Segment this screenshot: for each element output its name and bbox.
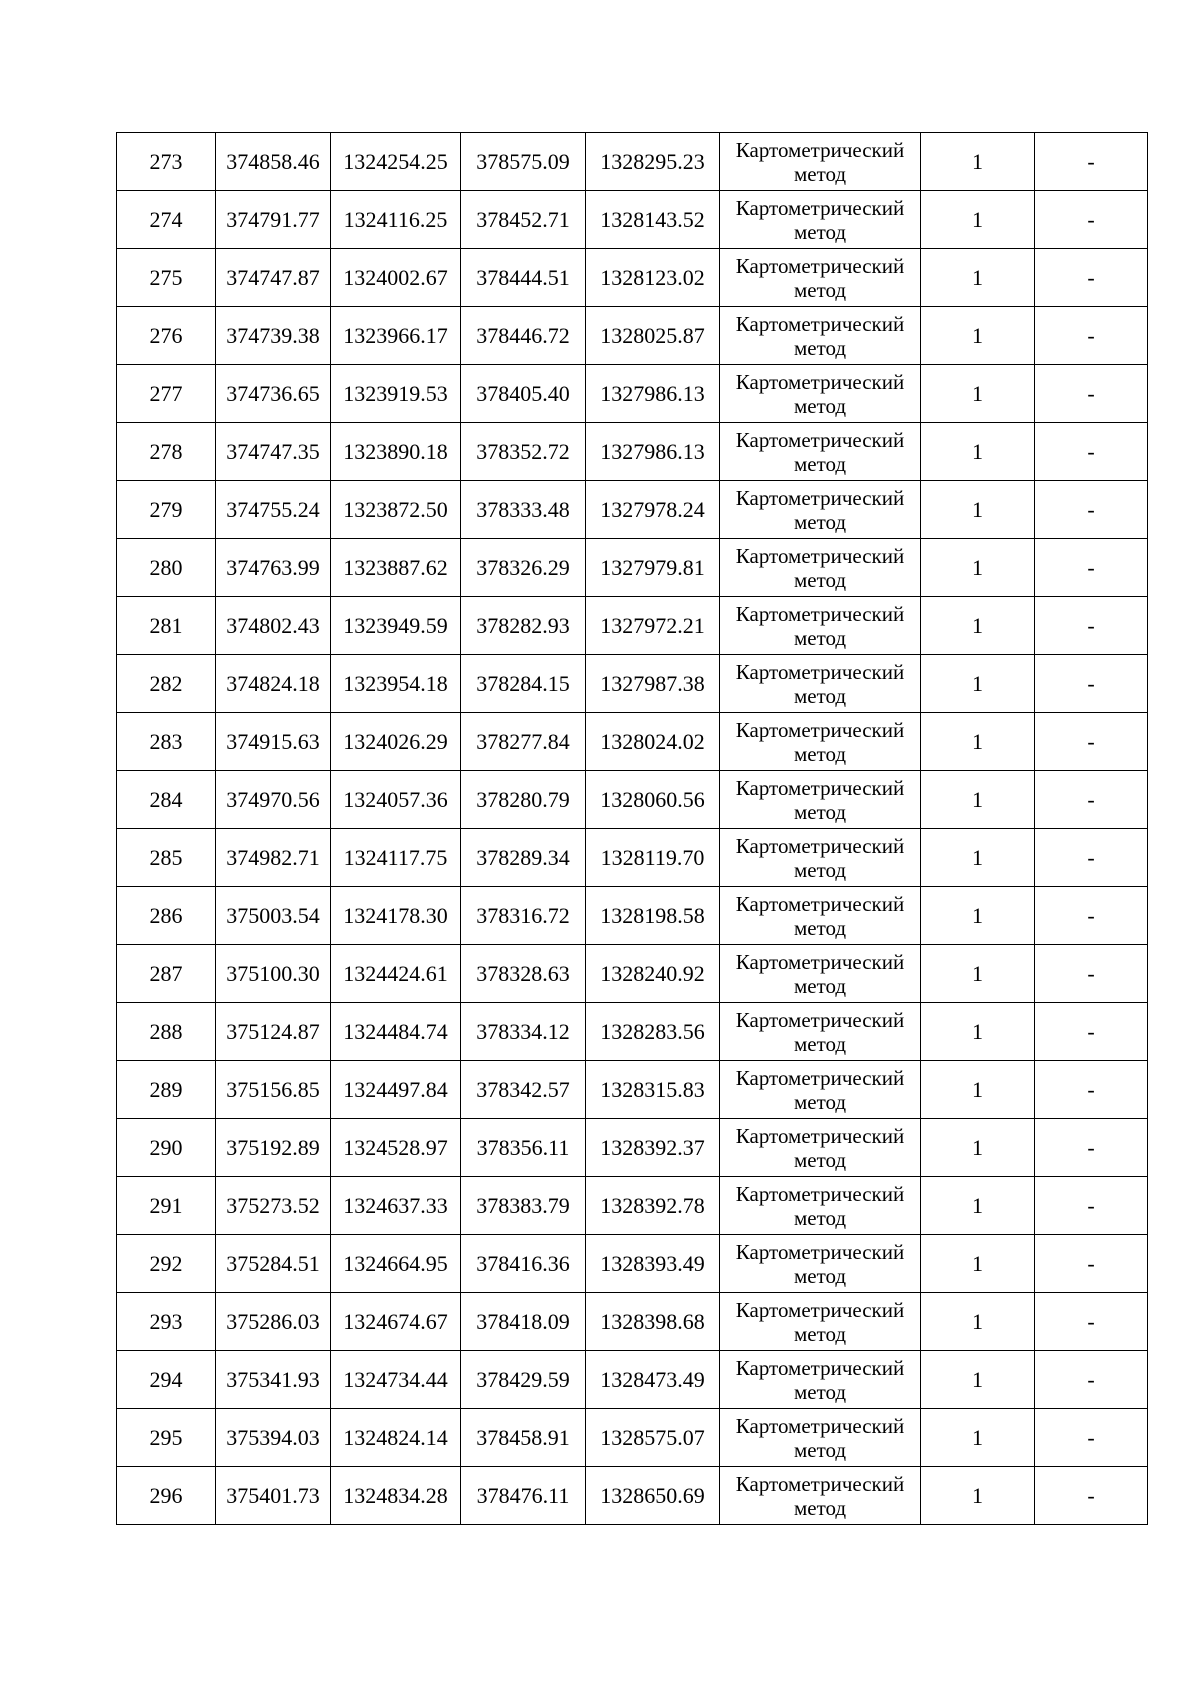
x2-coordinate-cell: 378333.48	[461, 481, 586, 539]
x1-coordinate-cell: 375273.52	[216, 1177, 331, 1235]
table-row	[117, 481, 1148, 539]
y2-coordinate-cell: 1328392.78	[586, 1177, 720, 1235]
table-row	[117, 1177, 1148, 1235]
value-cell: 1	[921, 1119, 1035, 1177]
y2-coordinate-cell: 1328575.07	[586, 1409, 720, 1467]
method-text-line: Картометрический	[735, 775, 905, 800]
method-text-line: Картометрический	[735, 1123, 905, 1148]
method-text-line: метод	[793, 1147, 847, 1172]
table-row	[117, 1003, 1148, 1061]
extra-cell: -	[1035, 307, 1148, 365]
point-number-cell: 285	[117, 829, 216, 887]
point-number-cell: 295	[117, 1409, 216, 1467]
method-text-line: метод	[793, 1263, 847, 1288]
extra-cell: -	[1035, 597, 1148, 655]
method-text-line: Картометрический	[735, 1007, 905, 1032]
table-row	[117, 423, 1148, 481]
point-number-cell: 296	[117, 1467, 216, 1525]
x1-coordinate-cell: 375156.85	[216, 1061, 331, 1119]
point-number-cell: 292	[117, 1235, 216, 1293]
extra-cell: -	[1035, 1177, 1148, 1235]
value-cell: 1	[921, 1177, 1035, 1235]
point-number-cell: 287	[117, 945, 216, 1003]
x2-coordinate-cell: 378277.84	[461, 713, 586, 771]
method-text-line: Картометрический	[735, 601, 905, 626]
value-cell: 1	[921, 365, 1035, 423]
x1-coordinate-cell: 375341.93	[216, 1351, 331, 1409]
point-number-cell: 275	[117, 249, 216, 307]
method-cell	[720, 1061, 921, 1119]
y2-coordinate-cell: 1327972.21	[586, 597, 720, 655]
x2-coordinate-cell: 378405.40	[461, 365, 586, 423]
x2-coordinate-cell: 378383.79	[461, 1177, 586, 1235]
method-text-line: метод	[793, 1321, 847, 1346]
method-cell	[720, 597, 921, 655]
x2-coordinate-cell: 378316.72	[461, 887, 586, 945]
point-number-cell: 274	[117, 191, 216, 249]
x1-coordinate-cell: 374802.43	[216, 597, 331, 655]
point-number-cell: 284	[117, 771, 216, 829]
method-cell	[720, 191, 921, 249]
method-cell	[720, 655, 921, 713]
y2-coordinate-cell: 1328295.23	[586, 133, 720, 191]
x1-coordinate-cell: 375100.30	[216, 945, 331, 1003]
method-cell	[720, 307, 921, 365]
extra-cell: -	[1035, 249, 1148, 307]
y1-coordinate-cell: 1323919.53	[331, 365, 461, 423]
point-number-cell: 278	[117, 423, 216, 481]
y2-coordinate-cell: 1328392.37	[586, 1119, 720, 1177]
method-cell	[720, 1409, 921, 1467]
method-text-line: Картометрический	[735, 427, 905, 452]
x2-coordinate-cell: 378342.57	[461, 1061, 586, 1119]
extra-cell: -	[1035, 1351, 1148, 1409]
value-cell: 1	[921, 829, 1035, 887]
extra-cell: -	[1035, 423, 1148, 481]
method-text-line: метод	[793, 1379, 847, 1404]
method-text-line: Картометрический	[735, 369, 905, 394]
method-cell	[720, 1293, 921, 1351]
method-text-line: Картометрический	[735, 659, 905, 684]
x1-coordinate-cell: 374747.35	[216, 423, 331, 481]
y2-coordinate-cell: 1328240.92	[586, 945, 720, 1003]
value-cell: 1	[921, 249, 1035, 307]
point-number-cell: 280	[117, 539, 216, 597]
y1-coordinate-cell: 1324674.67	[331, 1293, 461, 1351]
y1-coordinate-cell: 1323949.59	[331, 597, 461, 655]
y1-coordinate-cell: 1324002.67	[331, 249, 461, 307]
point-number-cell: 279	[117, 481, 216, 539]
y1-coordinate-cell: 1324528.97	[331, 1119, 461, 1177]
value-cell: 1	[921, 1061, 1035, 1119]
extra-cell: -	[1035, 133, 1148, 191]
method-text-line: метод	[793, 393, 847, 418]
method-cell	[720, 1177, 921, 1235]
x2-coordinate-cell: 378328.63	[461, 945, 586, 1003]
y2-coordinate-cell: 1327978.24	[586, 481, 720, 539]
y1-coordinate-cell: 1324834.28	[331, 1467, 461, 1525]
table-row	[117, 655, 1148, 713]
method-cell	[720, 887, 921, 945]
x1-coordinate-cell: 375192.89	[216, 1119, 331, 1177]
x2-coordinate-cell: 378356.11	[461, 1119, 586, 1177]
y1-coordinate-cell: 1324057.36	[331, 771, 461, 829]
x1-coordinate-cell: 374915.63	[216, 713, 331, 771]
y2-coordinate-cell: 1328198.58	[586, 887, 720, 945]
table-row	[117, 1119, 1148, 1177]
method-text-line: Картометрический	[735, 1181, 905, 1206]
method-cell	[720, 829, 921, 887]
method-text-line: метод	[793, 219, 847, 244]
extra-cell: -	[1035, 365, 1148, 423]
extra-cell: -	[1035, 771, 1148, 829]
method-text-line: Картометрический	[735, 833, 905, 858]
method-cell	[720, 1467, 921, 1525]
method-text-line: метод	[793, 1031, 847, 1056]
value-cell: 1	[921, 945, 1035, 1003]
y1-coordinate-cell: 1324664.95	[331, 1235, 461, 1293]
method-text-line: Картометрический	[735, 891, 905, 916]
method-text-line: метод	[793, 1495, 847, 1520]
extra-cell: -	[1035, 481, 1148, 539]
method-text-line: Картометрический	[735, 485, 905, 510]
value-cell: 1	[921, 1409, 1035, 1467]
x1-coordinate-cell: 375401.73	[216, 1467, 331, 1525]
table-row	[117, 1409, 1148, 1467]
table-row	[117, 887, 1148, 945]
method-cell	[720, 1351, 921, 1409]
y2-coordinate-cell: 1328123.02	[586, 249, 720, 307]
value-cell: 1	[921, 597, 1035, 655]
method-text-line: метод	[793, 277, 847, 302]
y1-coordinate-cell: 1324637.33	[331, 1177, 461, 1235]
extra-cell: -	[1035, 1061, 1148, 1119]
table-row	[117, 771, 1148, 829]
method-cell	[720, 1003, 921, 1061]
value-cell: 1	[921, 771, 1035, 829]
y2-coordinate-cell: 1328473.49	[586, 1351, 720, 1409]
method-cell	[720, 133, 921, 191]
table-row	[117, 249, 1148, 307]
point-number-cell: 291	[117, 1177, 216, 1235]
y1-coordinate-cell: 1324484.74	[331, 1003, 461, 1061]
x1-coordinate-cell: 374747.87	[216, 249, 331, 307]
y2-coordinate-cell: 1328393.49	[586, 1235, 720, 1293]
y1-coordinate-cell: 1324026.29	[331, 713, 461, 771]
extra-cell: -	[1035, 1235, 1148, 1293]
method-text-line: Картометрический	[735, 949, 905, 974]
x1-coordinate-cell: 374739.38	[216, 307, 331, 365]
y2-coordinate-cell: 1327986.13	[586, 365, 720, 423]
extra-cell: -	[1035, 1409, 1148, 1467]
table-row	[117, 1351, 1148, 1409]
x2-coordinate-cell: 378452.71	[461, 191, 586, 249]
point-number-cell: 286	[117, 887, 216, 945]
value-cell: 1	[921, 481, 1035, 539]
y2-coordinate-cell: 1328025.87	[586, 307, 720, 365]
y1-coordinate-cell: 1323872.50	[331, 481, 461, 539]
y2-coordinate-cell: 1327979.81	[586, 539, 720, 597]
value-cell: 1	[921, 1351, 1035, 1409]
method-text-line: метод	[793, 451, 847, 476]
point-number-cell: 293	[117, 1293, 216, 1351]
method-text-line: Картометрический	[735, 717, 905, 742]
method-text-line: метод	[793, 161, 847, 186]
table-row	[117, 713, 1148, 771]
extra-cell: -	[1035, 1003, 1148, 1061]
method-text-line: метод	[793, 567, 847, 592]
table-body	[117, 133, 1148, 1525]
extra-cell: -	[1035, 1467, 1148, 1525]
x2-coordinate-cell: 378444.51	[461, 249, 586, 307]
value-cell: 1	[921, 307, 1035, 365]
method-text-line: метод	[793, 915, 847, 940]
extra-cell: -	[1035, 539, 1148, 597]
method-text-line: Картометрический	[735, 1471, 905, 1496]
y2-coordinate-cell: 1328315.83	[586, 1061, 720, 1119]
method-text-line: Картометрический	[735, 1065, 905, 1090]
value-cell: 1	[921, 655, 1035, 713]
x2-coordinate-cell: 378352.72	[461, 423, 586, 481]
method-text-line: метод	[793, 799, 847, 824]
point-number-cell: 276	[117, 307, 216, 365]
x2-coordinate-cell: 378416.36	[461, 1235, 586, 1293]
y1-coordinate-cell: 1323966.17	[331, 307, 461, 365]
y1-coordinate-cell: 1324254.25	[331, 133, 461, 191]
x2-coordinate-cell: 378458.91	[461, 1409, 586, 1467]
method-text-line: Картометрический	[735, 137, 905, 162]
method-cell	[720, 771, 921, 829]
value-cell: 1	[921, 423, 1035, 481]
x2-coordinate-cell: 378284.15	[461, 655, 586, 713]
x2-coordinate-cell: 378446.72	[461, 307, 586, 365]
y1-coordinate-cell: 1323887.62	[331, 539, 461, 597]
x1-coordinate-cell: 374970.56	[216, 771, 331, 829]
coordinates-table	[116, 132, 1148, 1525]
table-row	[117, 1235, 1148, 1293]
point-number-cell: 294	[117, 1351, 216, 1409]
method-text-line: Картометрический	[735, 543, 905, 568]
value-cell: 1	[921, 1003, 1035, 1061]
y1-coordinate-cell: 1323890.18	[331, 423, 461, 481]
y2-coordinate-cell: 1328398.68	[586, 1293, 720, 1351]
method-cell	[720, 1119, 921, 1177]
table-row	[117, 1467, 1148, 1525]
y1-coordinate-cell: 1324824.14	[331, 1409, 461, 1467]
method-cell	[720, 539, 921, 597]
extra-cell: -	[1035, 829, 1148, 887]
point-number-cell: 289	[117, 1061, 216, 1119]
x1-coordinate-cell: 374982.71	[216, 829, 331, 887]
value-cell: 1	[921, 1235, 1035, 1293]
x1-coordinate-cell: 375124.87	[216, 1003, 331, 1061]
point-number-cell: 273	[117, 133, 216, 191]
method-text-line: Картометрический	[735, 1239, 905, 1264]
x1-coordinate-cell: 375003.54	[216, 887, 331, 945]
extra-cell: -	[1035, 1293, 1148, 1351]
extra-cell: -	[1035, 713, 1148, 771]
y1-coordinate-cell: 1324116.25	[331, 191, 461, 249]
method-cell	[720, 481, 921, 539]
extra-cell: -	[1035, 945, 1148, 1003]
method-cell	[720, 713, 921, 771]
method-text-line: Картометрический	[735, 253, 905, 278]
method-text-line: метод	[793, 1205, 847, 1230]
y1-coordinate-cell: 1324178.30	[331, 887, 461, 945]
method-cell	[720, 423, 921, 481]
extra-cell: -	[1035, 191, 1148, 249]
value-cell: 1	[921, 1467, 1035, 1525]
method-text-line: метод	[793, 857, 847, 882]
table-row	[117, 133, 1148, 191]
method-text-line: метод	[793, 1437, 847, 1462]
value-cell: 1	[921, 191, 1035, 249]
x1-coordinate-cell: 374736.65	[216, 365, 331, 423]
x1-coordinate-cell: 374791.77	[216, 191, 331, 249]
x2-coordinate-cell: 378429.59	[461, 1351, 586, 1409]
point-number-cell: 290	[117, 1119, 216, 1177]
y2-coordinate-cell: 1327986.13	[586, 423, 720, 481]
y1-coordinate-cell: 1324497.84	[331, 1061, 461, 1119]
method-text-line: Картометрический	[735, 1297, 905, 1322]
x2-coordinate-cell: 378289.34	[461, 829, 586, 887]
y1-coordinate-cell: 1323954.18	[331, 655, 461, 713]
value-cell: 1	[921, 887, 1035, 945]
y2-coordinate-cell: 1328060.56	[586, 771, 720, 829]
x1-coordinate-cell: 374824.18	[216, 655, 331, 713]
x1-coordinate-cell: 374763.99	[216, 539, 331, 597]
x1-coordinate-cell: 374858.46	[216, 133, 331, 191]
y1-coordinate-cell: 1324117.75	[331, 829, 461, 887]
point-number-cell: 277	[117, 365, 216, 423]
y2-coordinate-cell: 1328143.52	[586, 191, 720, 249]
table-row	[117, 191, 1148, 249]
extra-cell: -	[1035, 655, 1148, 713]
x2-coordinate-cell: 378282.93	[461, 597, 586, 655]
method-text-line: метод	[793, 973, 847, 998]
extra-cell: -	[1035, 1119, 1148, 1177]
method-text-line: Картометрический	[735, 195, 905, 220]
method-cell	[720, 365, 921, 423]
method-text-line: Картометрический	[735, 1413, 905, 1438]
x2-coordinate-cell: 378418.09	[461, 1293, 586, 1351]
y2-coordinate-cell: 1328283.56	[586, 1003, 720, 1061]
value-cell: 1	[921, 713, 1035, 771]
method-cell	[720, 945, 921, 1003]
y2-coordinate-cell: 1328119.70	[586, 829, 720, 887]
x2-coordinate-cell: 378280.79	[461, 771, 586, 829]
method-text-line: Картометрический	[735, 1355, 905, 1380]
x1-coordinate-cell: 375284.51	[216, 1235, 331, 1293]
x1-coordinate-cell: 375394.03	[216, 1409, 331, 1467]
x2-coordinate-cell: 378476.11	[461, 1467, 586, 1525]
point-number-cell: 281	[117, 597, 216, 655]
value-cell: 1	[921, 539, 1035, 597]
method-text-line: метод	[793, 335, 847, 360]
table-row	[117, 1061, 1148, 1119]
x2-coordinate-cell: 378575.09	[461, 133, 586, 191]
table-row	[117, 597, 1148, 655]
method-text-line: Картометрический	[735, 311, 905, 336]
x2-coordinate-cell: 378326.29	[461, 539, 586, 597]
table-row	[117, 829, 1148, 887]
method-cell	[720, 1235, 921, 1293]
x2-coordinate-cell: 378334.12	[461, 1003, 586, 1061]
y1-coordinate-cell: 1324734.44	[331, 1351, 461, 1409]
table-row	[117, 539, 1148, 597]
extra-cell: -	[1035, 887, 1148, 945]
method-text-line: метод	[793, 683, 847, 708]
method-cell	[720, 249, 921, 307]
table-row	[117, 1293, 1148, 1351]
method-text-line: метод	[793, 741, 847, 766]
value-cell: 1	[921, 133, 1035, 191]
x1-coordinate-cell: 375286.03	[216, 1293, 331, 1351]
y1-coordinate-cell: 1324424.61	[331, 945, 461, 1003]
y2-coordinate-cell: 1327987.38	[586, 655, 720, 713]
point-number-cell: 288	[117, 1003, 216, 1061]
table-row	[117, 365, 1148, 423]
method-text-line: метод	[793, 625, 847, 650]
x1-coordinate-cell: 374755.24	[216, 481, 331, 539]
point-number-cell: 283	[117, 713, 216, 771]
point-number-cell: 282	[117, 655, 216, 713]
method-text-line: метод	[793, 509, 847, 534]
table-row	[117, 307, 1148, 365]
value-cell: 1	[921, 1293, 1035, 1351]
y2-coordinate-cell: 1328650.69	[586, 1467, 720, 1525]
method-text-line: метод	[793, 1089, 847, 1114]
y2-coordinate-cell: 1328024.02	[586, 713, 720, 771]
table-row	[117, 945, 1148, 1003]
